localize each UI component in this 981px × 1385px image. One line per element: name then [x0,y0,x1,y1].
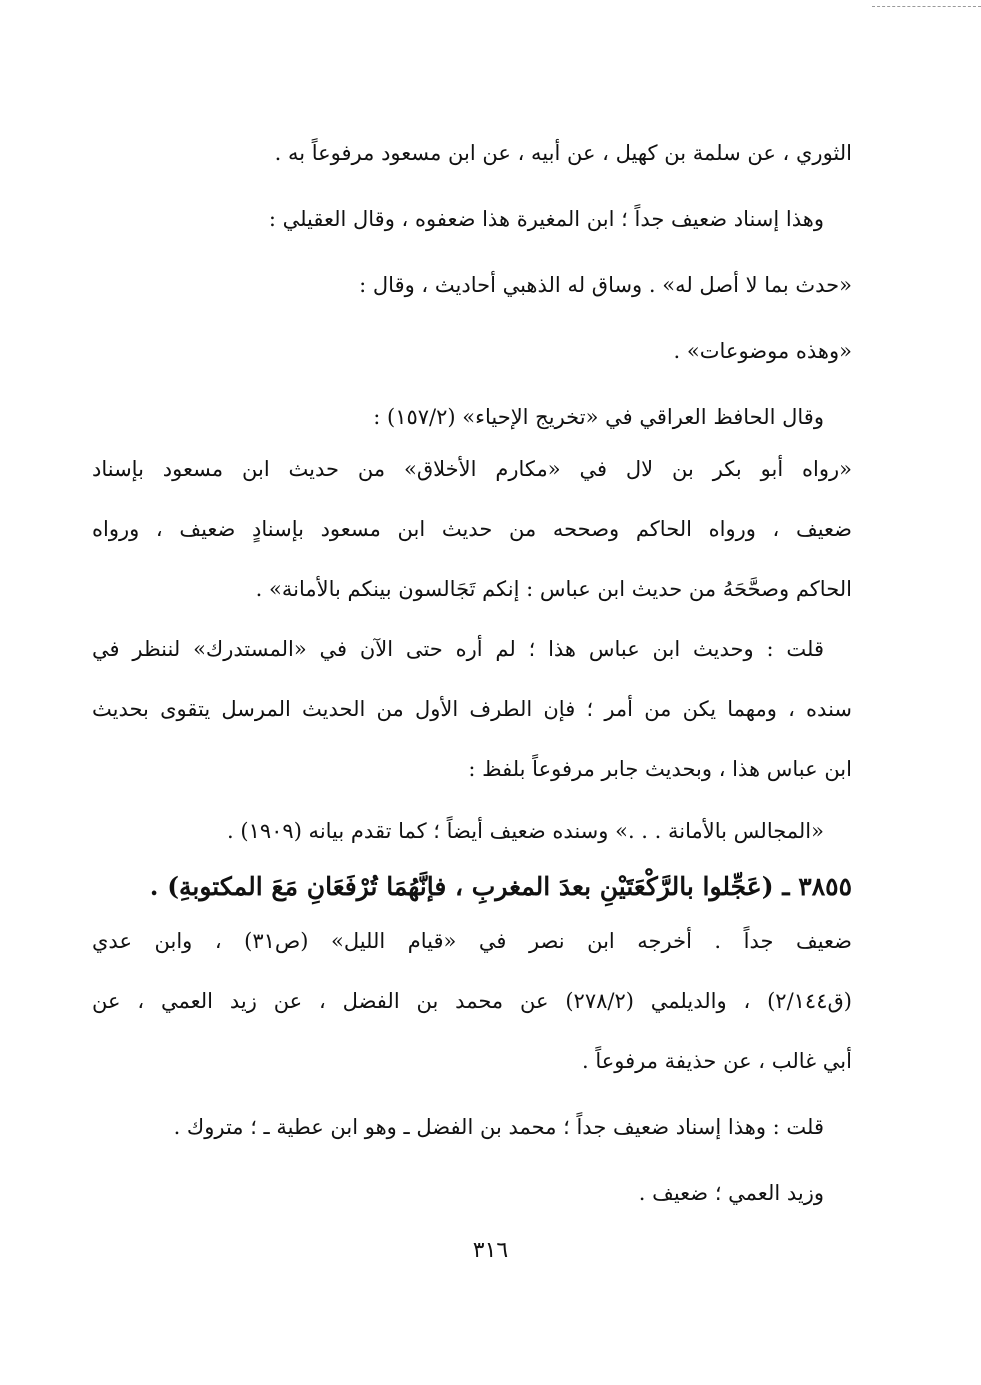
quote-line: «رواه أبو بكر بن لال في «مكارم الأخلاق» من حديث ابن مسعود بإسناد [92,457,852,481]
paragraph-line: (ق٢/١٤٤) ، والديلمي (٢٧٨/٢) عن محمد بن الفضل ، عن زيد العمي ، عن [92,989,852,1013]
paragraph-line: وهذا إسناد ضعيف جداً ؛ ابن المغيرة هذا ضعفوه ، وقال العقيلي : [268,207,824,231]
quote-line: الحاكم وصحَّحَهُ من حديث ابن عباس : إنكم تَجَالسون بينكم بالأمانة» . [255,577,852,601]
quote-line: ضعيف ، ورواه الحاكم وصححه من حديث ابن مسعود بإسنادٍ ضعيف ، ورواه [92,517,852,541]
paragraph-line: قلت : وحديث ابن عباس هذا ؛ لم أره حتى الآن في «المستدرك» لننظر في [92,637,824,661]
paragraph-line: الثوري ، عن سلمة بن كهيل ، عن أبيه ، عن ابن مسعود مرفوعاً به . [274,141,852,165]
paragraph-line: وزيد العمي ؛ ضعيف . [638,1181,824,1205]
paragraph-line: سنده ، ومهما يكن من أمر ؛ فإن الطرف الأول من الحديث المرسل يتقوى بحديث [92,697,852,721]
page-edge-dashes [872,6,981,7]
paragraph-line: قلت : وهذا إسناد ضعيف جداً ؛ محمد بن الفضل ـ وهو ابن عطية ـ ؛ متروك . [173,1115,824,1139]
paragraph-line: «المجالس بالأمانة . . .» وسنده ضعيف أيضاً ؛ كما تقدم بيانه (١٩٠٩) . [227,819,824,843]
hadith-heading: ٣٨٥٥ ـ (عَجِّلوا بالرَّكْعَتَيْنِ بعدَ المغربِ ، فإنَّهُمَا تُرْفَعَانِ مَعَ المكتوبةِ) . [149,872,852,901]
paragraph-line: ضعيف جداً . أخرجه ابن نصر في «قيام الليل» (ص٣١) ، وابن عدي [92,929,852,953]
paragraph-line: «حدث بما لا أصل له» . وساق له الذهبي أحاديث ، وقال : [359,273,852,297]
paragraph-line: أبي غالب ، عن حذيفة مرفوعاً . [582,1049,852,1073]
paragraph-line: ابن عباس هذا ، وبحديث جابر مرفوعاً بلفظ : [468,757,852,781]
page-number: ٣١٦ [472,1238,509,1263]
page-body [92,138,852,1208]
paragraph-line: «وهذه موضوعات» . [673,339,852,363]
paragraph-line: وقال الحافظ العراقي في «تخريج الإحياء» (١٥٧/٢) : [373,405,824,429]
